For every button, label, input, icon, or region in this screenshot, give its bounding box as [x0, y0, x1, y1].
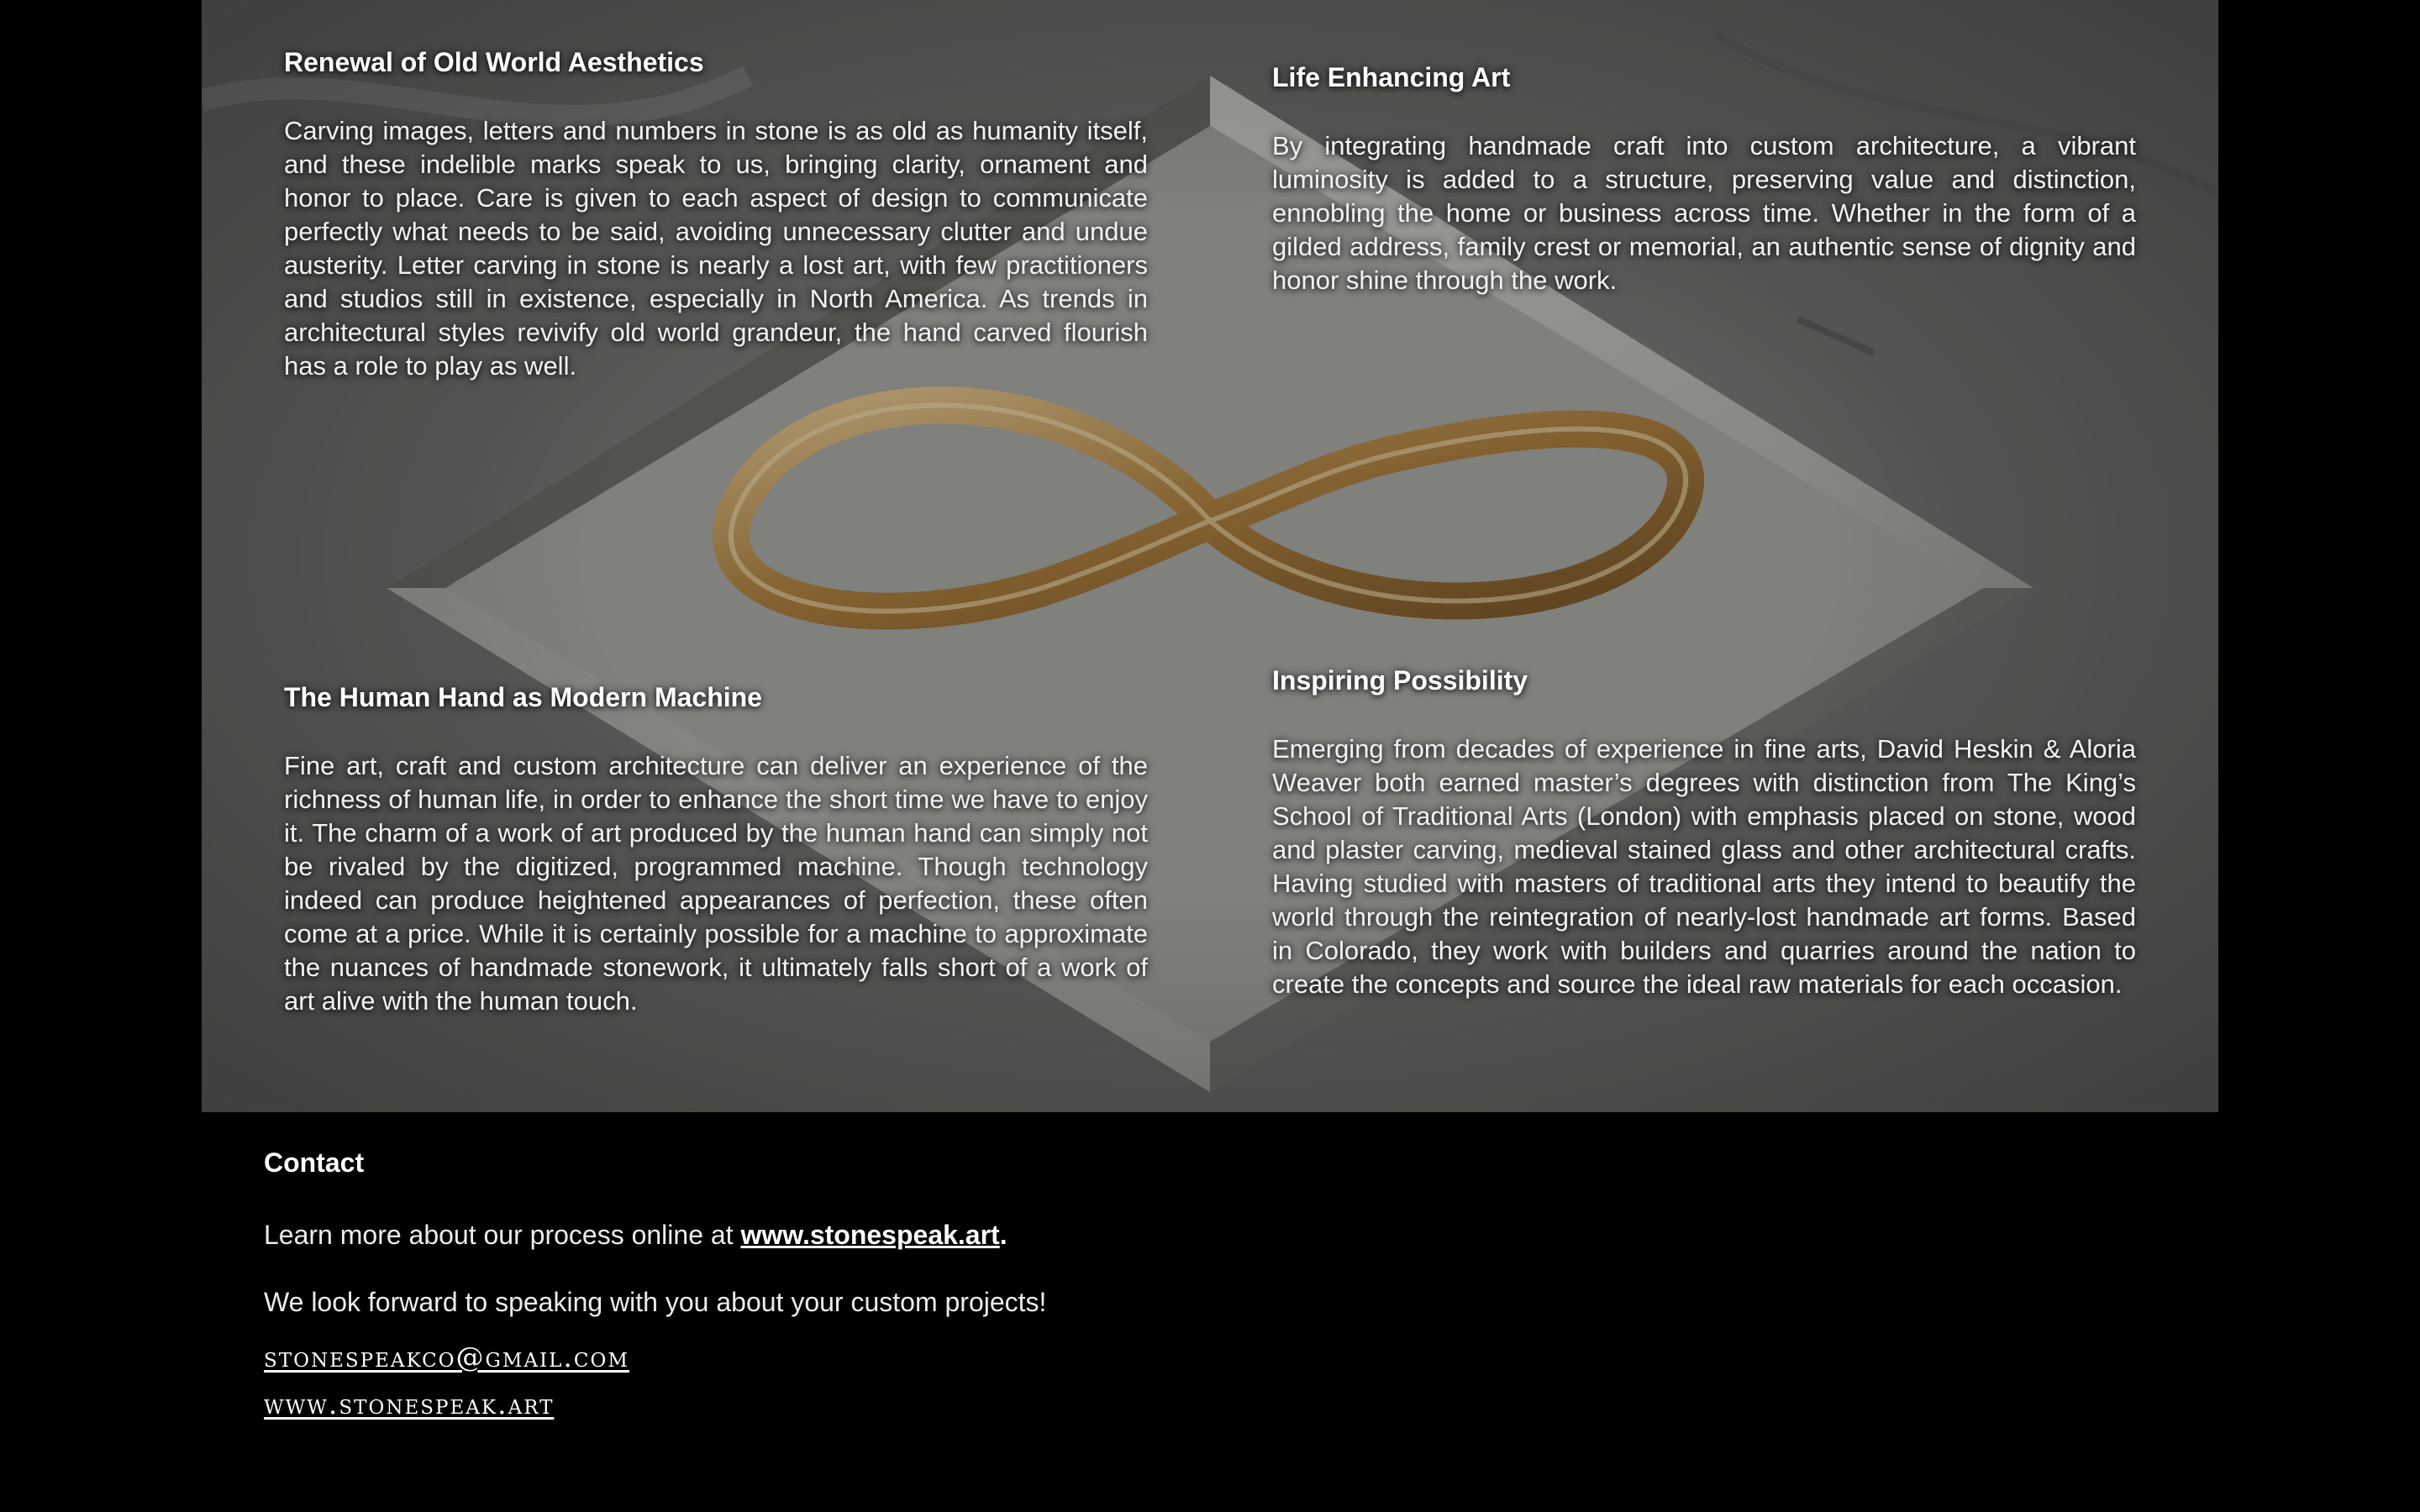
contact-title: Contact — [264, 1147, 365, 1178]
learn-more-prefix: Learn more about our process online at — [264, 1220, 741, 1250]
section-renewal — [284, 45, 1148, 383]
section-human-hand — [284, 680, 1148, 1018]
section-body: By integrating handmade craft into custom architecture, a vibrant luminosity is added to a structure, preserving value and distinction, ennobling the home or business across time. Whether in the form of a gilded address, family crest or memorial, an authentic sense of dignity and honor shine through the work. — [1272, 131, 2136, 295]
section-title: The Human Hand as Modern Machine — [284, 682, 762, 712]
section-body: Carving images, letters and numbers in stone is as old as humanity itself, and these indelible marks speak to us, bringing clarity, ornament and honor to place. Care is given to each aspect of design to communicate perfectly what needs to be said, avoiding unnecessary clutter and undue austerity. Letter carving in stone is nearly a lost art, with few practitioners and studios still in existence, especially in North America. As trends in architectural styles revivify old world grandeur, the hand carved flourish has a role to play as well. — [284, 116, 1148, 381]
section-title: Inspiring Possibility — [1272, 665, 1528, 696]
site-link[interactable]: www.stonespeak.art — [740, 1220, 1000, 1250]
contact-section — [264, 1146, 1608, 1433]
section-inspiring-possibility — [1272, 664, 2136, 1001]
learn-more-suffix: . — [999, 1220, 1007, 1250]
website-link[interactable]: www.stonespeak.art — [264, 1388, 555, 1420]
section-body: Emerging from decades of experience in fine arts, David Heskin & Aloria Weaver both earned master’s degrees with distinction from The King’s School of Traditional Arts (London) with emphasis placed on stone, wood and plaster carving, medieval stained glass and other architectural crafts. Having studied with masters of traditional arts they intend to beautify the world through the reintegration of nearly-lost handmade art forms. Based in Colorado, they work with builders and quarries around the nation to create the concepts and source the ideal raw materials for each occasion. — [1272, 734, 2136, 999]
learn-more-text — [264, 1218, 1608, 1252]
hero-stone-panel — [202, 0, 2218, 1112]
look-forward-text: We look forward to speaking with you about your custom projects! — [264, 1287, 1047, 1317]
section-life-enhancing — [1272, 60, 2136, 297]
section-title: Renewal of Old World Aesthetics — [284, 47, 704, 77]
section-body: Fine art, craft and custom architecture can deliver an experience of the richness of human life, in order to enhance the short time we have to enjoy it. The charm of a work of art produced by the human hand can simply not be rivaled by the digitized, programmed machine. Though technology indeed can produce heightened appearances of perfection, these often come at a price. While it is certainly possible for a machine to approximate the nuances of handmade stonework, it ultimately falls short of a work of art alive with the human touch. — [284, 751, 1148, 1016]
section-title: Life Enhancing Art — [1272, 62, 1511, 92]
email-link[interactable]: stonespeakco@gmail.com — [264, 1341, 629, 1373]
